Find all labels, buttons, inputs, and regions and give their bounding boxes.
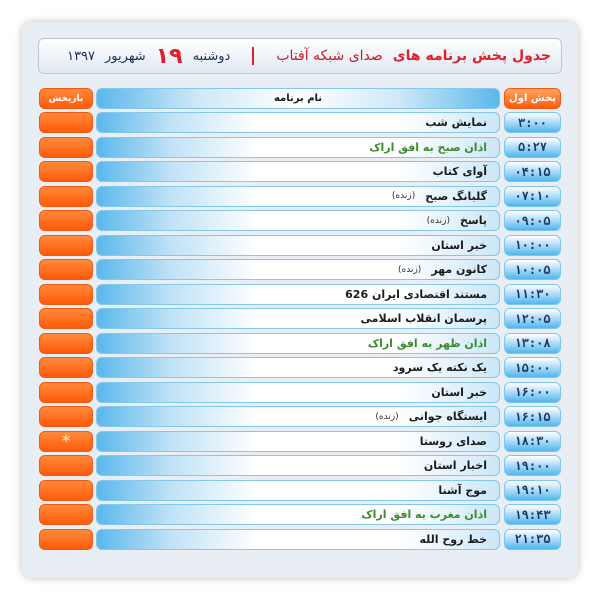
table-row <box>0 284 600 305</box>
rerun-cell <box>39 161 93 182</box>
program-name-cell <box>96 382 500 403</box>
broadcast-time: ۵:۲۷ <box>504 137 561 158</box>
program-name: کانون مهر <box>431 263 487 276</box>
year: ۱۳۹۷ <box>67 48 96 64</box>
table-row <box>0 504 600 525</box>
broadcast-time: ۰۷:۱۰ <box>504 186 561 207</box>
broadcast-time: ۱۰:۰۵ <box>504 259 561 280</box>
live-tag: (زنده) <box>391 191 416 201</box>
program-name-cell <box>96 504 500 525</box>
broadcast-time: ۱۹:۴۳ <box>504 504 561 525</box>
program-name-cell <box>96 210 500 231</box>
program-name-cell <box>96 357 500 378</box>
table-row <box>0 480 600 501</box>
table-row <box>0 112 600 133</box>
program-name-cell <box>96 431 500 452</box>
live-tag: (زنده) <box>397 264 422 275</box>
broadcast-time: ۰۹:۰۵ <box>504 210 561 231</box>
broadcast-time: ۰۴:۱۵ <box>504 161 561 182</box>
program-name-cell <box>96 186 500 207</box>
broadcast-time: ۲۱:۳۵ <box>504 529 561 550</box>
rerun-cell <box>39 284 93 305</box>
rerun-cell <box>39 529 93 550</box>
table-row <box>0 529 600 550</box>
rerun-cell <box>39 480 93 501</box>
broadcast-time: ۱۳:۰۸ <box>504 333 561 354</box>
table-row <box>0 406 600 427</box>
table-row <box>0 382 600 403</box>
program-name: آوای کتاب <box>432 165 487 178</box>
table-row <box>0 431 600 452</box>
program-name-cell <box>96 333 500 354</box>
program-name: اذان صبح به افق اراک <box>369 140 487 154</box>
rerun-cell <box>39 308 93 329</box>
program-name-cell <box>96 259 500 280</box>
table-row <box>0 455 600 476</box>
month: شهریور <box>105 48 146 64</box>
program-name-cell <box>96 112 500 133</box>
program-name-cell <box>96 455 500 476</box>
network-name: صدای شبکه آفتاب <box>276 48 383 64</box>
table-row <box>0 161 600 182</box>
broadcast-time: ۱۵:۰۰ <box>504 357 561 378</box>
program-name: خط روح الله <box>419 532 487 546</box>
program-name: صدای روستا <box>419 434 487 448</box>
schedule-title: جدول پخش برنامه های <box>392 48 551 64</box>
table-row <box>0 235 600 256</box>
program-name-cell <box>96 161 500 182</box>
broadcast-time: ۱۶:۰۰ <box>504 382 561 403</box>
program-name-cell <box>96 529 500 550</box>
program-name: اذان ظهر به افق اراک <box>367 336 487 350</box>
program-name: اخبار استان <box>423 459 487 472</box>
table-row <box>0 308 600 329</box>
rerun-cell <box>39 406 93 427</box>
rerun-cell <box>39 112 93 133</box>
rerun-cell <box>39 235 93 256</box>
broadcast-time: ۳:۰۰ <box>504 112 561 133</box>
rerun-cell <box>39 333 93 354</box>
program-name: خبر استان <box>431 385 487 399</box>
program-name-cell <box>96 137 500 158</box>
program-name: خبر استان <box>431 238 487 252</box>
broadcast-time: ۱۲:۰۵ <box>504 308 561 329</box>
rerun-cell <box>39 455 93 476</box>
program-name: گلبانگ صبح <box>425 189 487 203</box>
rerun-cell <box>39 357 93 378</box>
rerun-cell <box>39 382 93 403</box>
live-tag: (زنده) <box>375 411 399 422</box>
program-name-cell <box>96 235 500 256</box>
rerun-cell <box>39 259 93 280</box>
program-name: ایستگاه جوانی <box>408 410 487 423</box>
broadcast-time: ۱۹:۱۰ <box>504 480 561 501</box>
schedule-header <box>38 38 562 74</box>
program-name: نمایش شب <box>425 116 487 129</box>
column-header-row <box>0 88 600 109</box>
program-name-cell <box>96 406 500 427</box>
broadcast-time: ۱۱:۳۰ <box>504 284 561 305</box>
rerun-cell <box>39 186 93 207</box>
broadcast-time: ۱۸:۳۰ <box>504 431 561 452</box>
broadcast-time: ۱۶:۱۵ <box>504 406 561 427</box>
program-name: پاسخ <box>459 214 487 227</box>
table-row <box>0 137 600 158</box>
rerun-cell <box>39 504 93 525</box>
column-header-program-name: نام برنامه <box>96 88 500 109</box>
table-row <box>0 210 600 231</box>
program-name: یک نکته یک سرود <box>392 361 487 374</box>
table-row <box>0 259 600 280</box>
rerun-mark: * <box>61 431 71 450</box>
program-name: اذان مغرب به افق اراک <box>361 508 487 521</box>
program-name-cell <box>96 480 500 501</box>
broadcast-time: ۱۹:۰۰ <box>504 455 561 476</box>
program-name: پرسمان انقلاب اسلامی <box>360 312 487 325</box>
program-name: مستند اقتصادی ایران 626 <box>345 287 487 301</box>
table-row <box>0 333 600 354</box>
program-name-cell <box>96 308 500 329</box>
column-header-rerun: بازپخش <box>39 88 93 109</box>
table-row <box>0 186 600 207</box>
program-name: موج آشنا <box>438 483 487 497</box>
rerun-cell <box>39 137 93 158</box>
day-number: ۱۹ <box>155 43 183 69</box>
column-header-first-broadcast: پخش اول <box>504 88 561 109</box>
weekday: دوشنبه <box>192 48 231 64</box>
broadcast-time: ۱۰:۰۰ <box>504 235 561 256</box>
header-divider <box>252 47 254 65</box>
live-tag: (زنده) <box>426 215 450 226</box>
rerun-cell <box>39 431 93 452</box>
table-row <box>0 357 600 378</box>
rerun-cell <box>39 210 93 231</box>
program-name-cell <box>96 284 500 305</box>
